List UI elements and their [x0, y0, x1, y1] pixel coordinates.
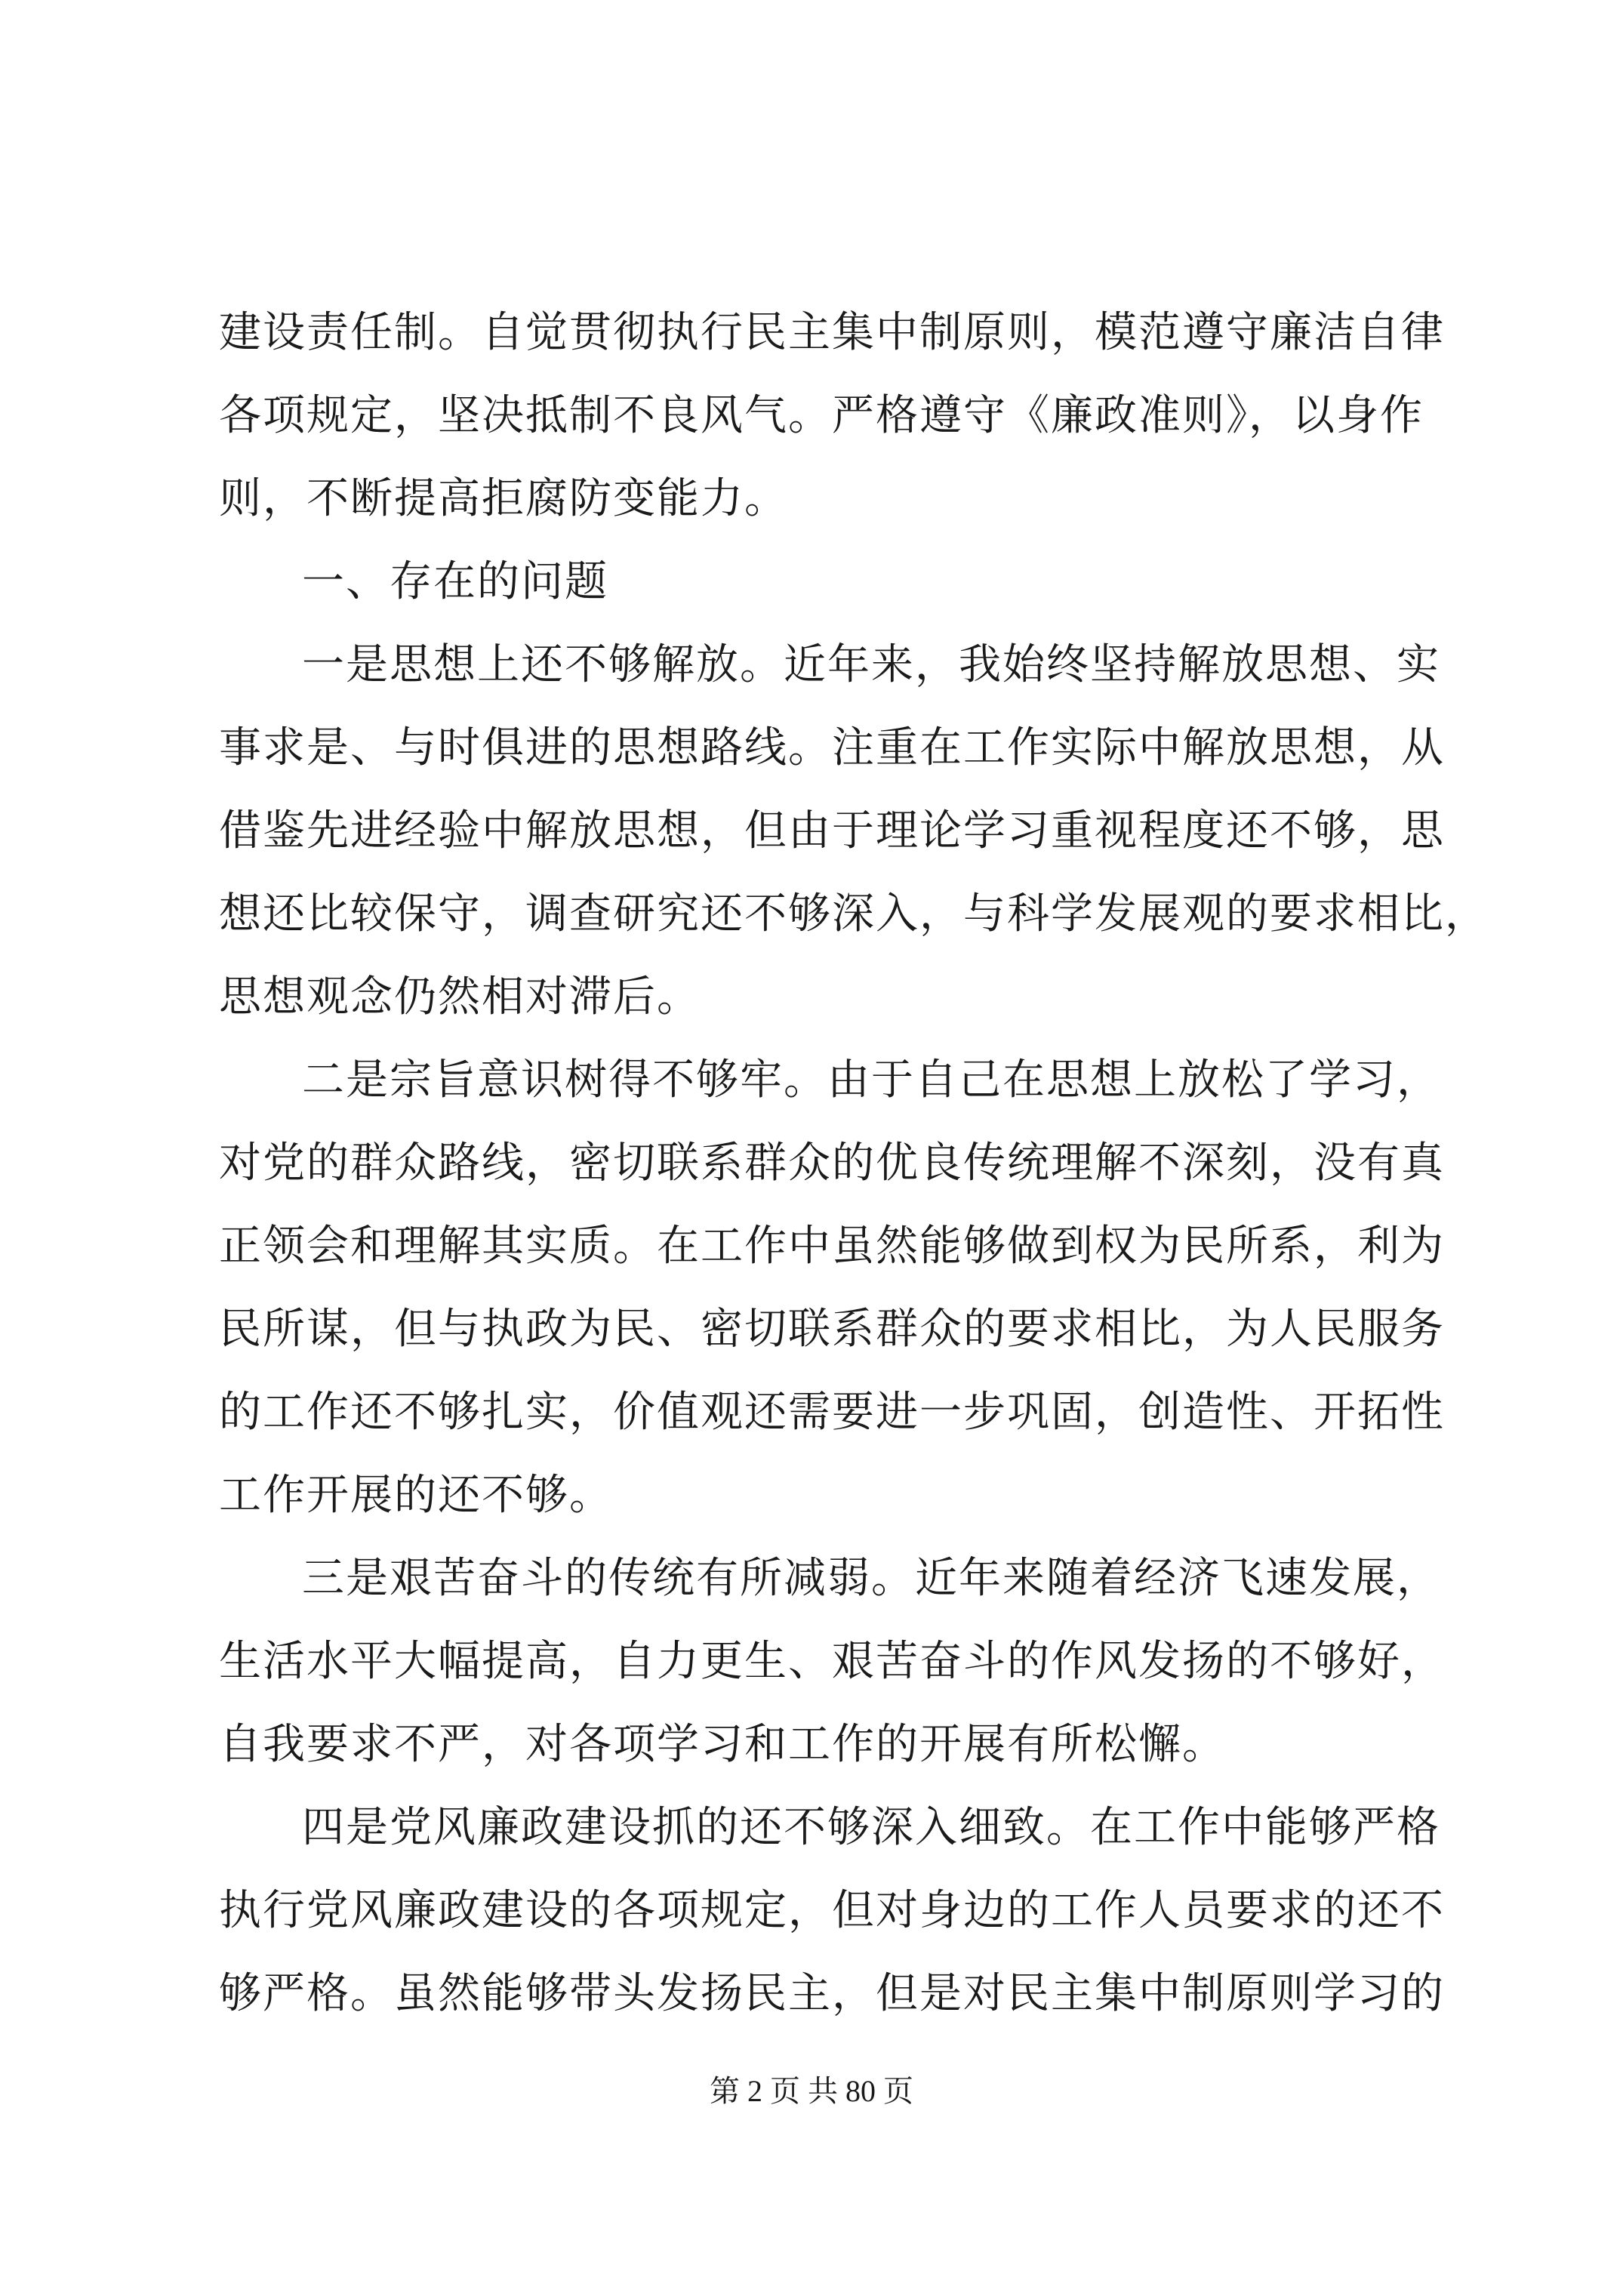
body-text-line: 思想观念仍然相对滞后。	[219, 972, 701, 1022]
body-text-line: 二是宗旨意识树得不够牢。由于自己在思想上放松了学习，	[302, 1056, 1440, 1105]
body-text-line: 四是党风廉政建设抓的还不够深入细致。在工作中能够严格	[302, 1803, 1440, 1852]
body-text-line: 自我要求不严，对各项学习和工作的开展有所松懈。	[219, 1720, 1226, 1769]
body-text-line: 执行党风廉政建设的各项规定，但对身边的工作人员要求的还不	[219, 1886, 1445, 1935]
body-text-line: 生活水平大幅提高，自力更生、艰苦奋斗的作风发扬的不够好，	[219, 1637, 1445, 1686]
body-text-line: 想还比较保守，调查研究还不够深入，与科学发展观的要求相比，	[219, 889, 1489, 938]
body-text-line: 民所谋，但与执政为民、密切联系群众的要求相比，为人民服务	[219, 1305, 1445, 1354]
body-text-line: 一是思想上还不够解放。近年来，我始终坚持解放思想、实	[302, 640, 1440, 689]
body-text-line: 对党的群众路线，密切联系群众的优良传统理解不深刻，没有真	[219, 1139, 1445, 1188]
body-text-line: 各项规定，坚决抵制不良风气。严格遵守《廉政准则》，以身作	[219, 391, 1424, 440]
body-text-line: 正领会和理解其实质。在工作中虽然能够做到权为民所系，利为	[219, 1222, 1445, 1271]
body-text-line: 工作开展的还不够。	[219, 1471, 613, 1520]
body-text-line: 的工作还不够扎实，价值观还需要进一步巩固，创造性、开拓性	[219, 1388, 1445, 1437]
body-text-line: 借鉴先进经验中解放思想，但由于理论学习重视程度还不够，思	[219, 806, 1445, 855]
body-text-line: 事求是、与时俱进的思想路线。注重在工作实际中解放思想，从	[219, 723, 1445, 772]
body-text-line: 够严格。虽然能够带头发扬民主，但是对民主集中制原则学习的	[219, 1969, 1445, 2018]
body-text-line: 三是艰苦奋斗的传统有所减弱。近年来随着经济飞速发展，	[302, 1554, 1440, 1603]
page-number-footer: 第 2 页 共 80 页	[710, 2074, 913, 2108]
body-text-line: 则，不断提高拒腐防变能力。	[219, 474, 788, 523]
body-text-line: 建设责任制。自觉贯彻执行民主集中制原则，模范遵守廉洁自律	[219, 308, 1445, 357]
section-heading: 一、存在的问题	[302, 557, 608, 606]
